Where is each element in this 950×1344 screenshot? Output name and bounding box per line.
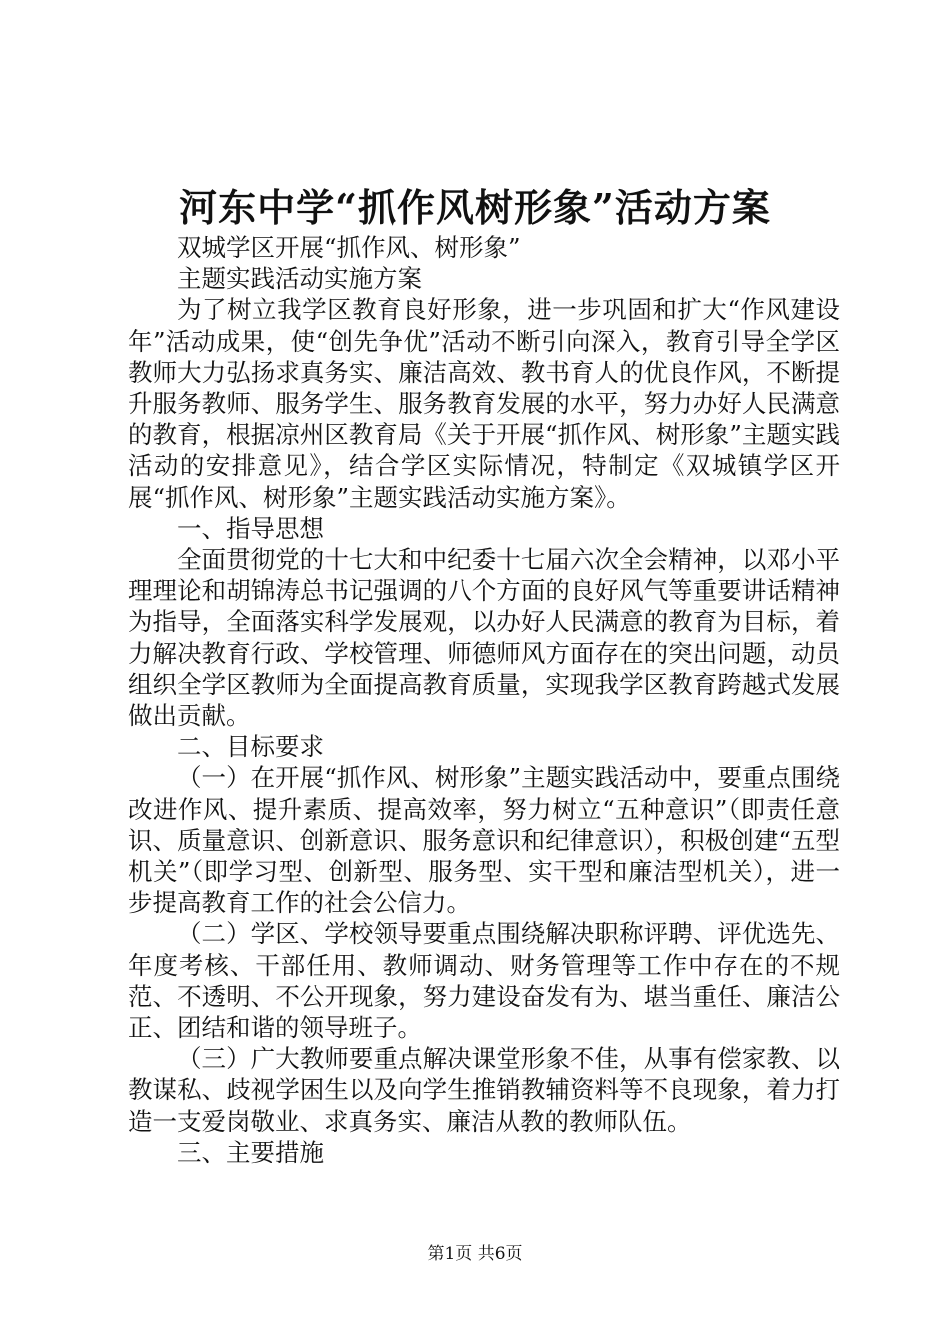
section-heading-measures: 三、主要措施: [177, 1137, 324, 1167]
page-number-footer: 第1页 共6页: [427, 1244, 523, 1264]
paragraph-guiding-ideology: 全面贯彻党的十七大和中纪委十七届六次全会精神，以邓小平理理论和胡锦涛总书记强调的八个方面的良好风气等重要讲话精神为指导，全面落实科学发展观，以办好人民满意的教育为目标，着力解决教育行政、学校管理、师德师风方面存在的突出问题，动员组织全学区教师为全面提高教育质量，实现我学区教育跨越式发展做出贡献。: [128, 545, 840, 731]
document-title: 河东中学“抓作风树形象”活动方案: [179, 185, 771, 230]
document-body: [128, 232, 840, 1168]
paragraph-intro: 为了树立我学区教育良好形象，进一步巩固和扩大“作风建设年”活动成果，使“创先争优”活动不断引向深入，教育引导全学区教师大力弘扬求真务实、廉洁高效、教书育人的优良作风，不断提升服务教师、服务学生、服务教育发展的水平，努力办好人民满意的教育，根据凉州区教育局《关于开展“抓作风、树形象”主题实践活动的安排意见》，结合学区实际情况，特制定《双城镇学区开展“抓作风、树形象”主题实践活动实施方案》。: [128, 295, 840, 512]
paragraph-goal-3: （三）广大教师要重点解决课堂形象不佳，从事有偿家教、以教谋私、歧视学困生以及向学生推销教辅资料等不良现象，着力打造一支爱岗敬业、求真务实、廉洁从教的教师队伍。: [128, 1044, 840, 1136]
section-heading-goals: 二、目标要求: [177, 732, 324, 762]
paragraph-subtitle-line-1: 双城学区开展“抓作风、树形象”: [177, 233, 521, 262]
paragraph-subtitle-line-2: 主题实践活动实施方案: [177, 264, 422, 294]
paragraph-goal-1: （一）在开展“抓作风、树形象”主题实践活动中，要重点围绕改进作风、提升素质、提高效率，努力树立“五种意识”（即责任意识、质量意识、创新意识、服务意识和纪律意识），积极创建“五型机关”（即学习型、创新型、服务型、实干型和廉洁型机关），进一步提高教育工作的社会公信力。: [128, 763, 840, 918]
paragraph-goal-2: （二）学区、学校领导要重点围绕解决职称评聘、评优选先、年度考核、干部任用、教师调动、财务管理等工作中存在的不规范、不透明、不公开现象，努力建设奋发有为、堪当重任、廉洁公正、团结和谐的领导班子。: [128, 919, 840, 1043]
section-heading-guiding-ideology: 一、指导思想: [177, 513, 324, 543]
